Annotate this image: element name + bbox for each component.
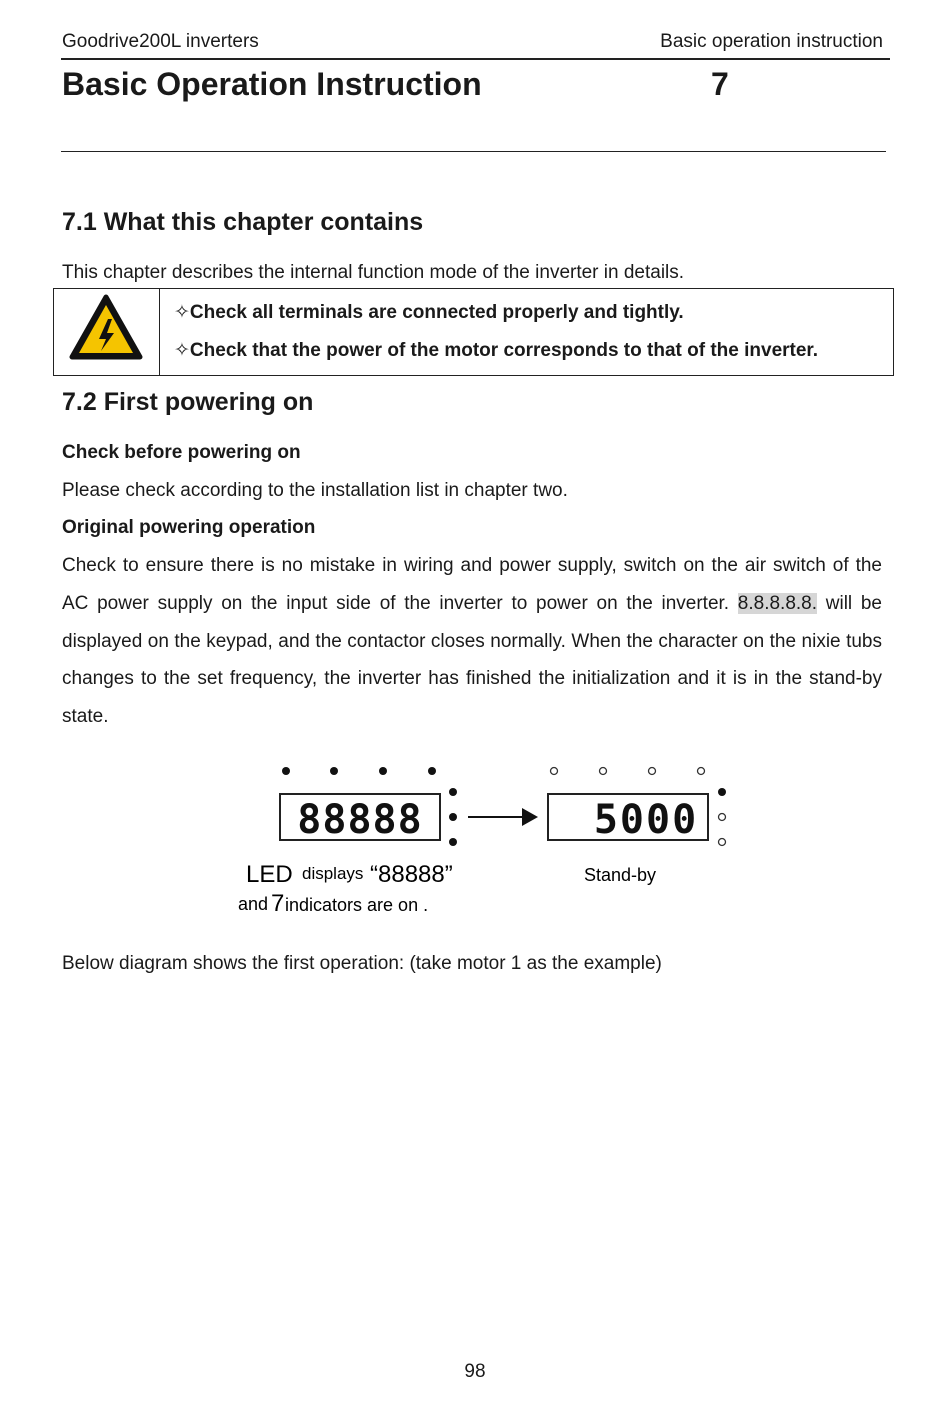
body-text-part2: will be displayed on the keypad, and the contactor closes normally. When the character on the nixie tubs changes to the set frequency, the inverter has finished the initialization and it is in the stand-by state. — [62, 592, 882, 728]
running-header-right: Basic operation instruction — [660, 31, 883, 52]
below-diagram-text: Below diagram shows the first operation: (take motor 1 as the example) — [62, 953, 662, 974]
left-led-digits: 88888 — [297, 797, 423, 843]
chapter-divider — [61, 151, 886, 152]
caption-seven: 7 — [271, 890, 285, 917]
caption-value: “88888” — [370, 861, 453, 888]
powering-body-paragraph — [62, 547, 882, 736]
caption-led: LED — [246, 861, 293, 888]
caption-and: and — [238, 894, 269, 914]
header-divider — [61, 58, 890, 60]
high-voltage-warning-icon — [54, 289, 159, 375]
warning-icon-cell — [54, 289, 160, 375]
warning-box — [53, 288, 894, 376]
check-before-text: Please check according to the installation list in chapter two. — [62, 480, 568, 501]
subheading-check-before: Check before powering on — [62, 442, 301, 463]
arrow-icon — [468, 808, 538, 826]
chapter-title: Basic Operation Instruction — [62, 66, 482, 102]
section-heading-7-2: 7.2 First powering on — [62, 388, 314, 416]
page-number: 98 — [464, 1361, 486, 1382]
caption-indicators: indicators are on . — [285, 895, 429, 915]
led-diagram — [230, 758, 740, 923]
running-header-left: Goodrive200L inverters — [62, 31, 259, 52]
caption-displays: displays — [302, 864, 364, 883]
chapter-number: 7 — [711, 66, 729, 102]
section-intro: This chapter describes the internal function mode of the inverter in details. — [62, 262, 685, 283]
section-heading-7-1: 7.1 What this chapter contains — [62, 208, 424, 236]
display-code-highlight: 8.8.8.8.8. — [737, 592, 818, 614]
subheading-original-powering: Original powering operation — [62, 517, 316, 538]
right-led-digits: 5000 — [593, 797, 699, 843]
warning-item: ✧Check that the power of the motor corresponds to that of the inverter. — [174, 340, 819, 361]
warning-item: ✧Check all terminals are connected properly and tightly. — [174, 302, 684, 323]
body-text-part1: Check to ensure there is no mistake in wiring and power supply, switch on the air switch of the AC power supply on the input side of the inverter to power on the inverter. — [62, 555, 882, 614]
caption-standby: Stand-by — [584, 865, 657, 885]
led-display-figure — [230, 758, 740, 923]
